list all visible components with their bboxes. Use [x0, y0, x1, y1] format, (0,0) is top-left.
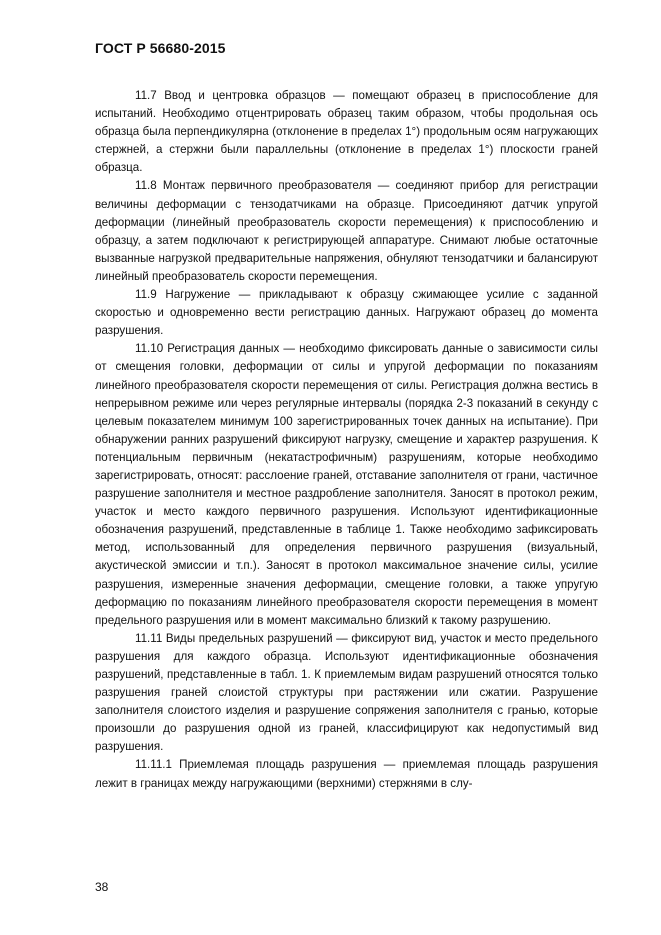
paragraph-11-11-1: 11.11.1 Приемлемая площадь разрушения — приемлемая площадь разрушения лежит в границах между нагружающими (верхними) стержнями в слу-	[95, 758, 598, 790]
standard-code-header: ГОСТ Р 56680-2015	[95, 40, 226, 56]
paragraph-11-7: 11.7 Ввод и центровка образцов — помещают образец в приспособление для испытаний. Необходимо отцентрировать образец таким образом, чтобы продольная ось образца была перпендикулярна (отклонение в пределах 1°) продольным осям нагружающих стержней, а стержни были параллельны (отклонение в пределах 1°) плоскости граней образца.	[95, 89, 598, 175]
paragraph-11-9: 11.9 Нагружение — прикладывают к образцу сжимающее усилие с заданной скоростью и одновременно вести регистрацию данных. Нагружают образец до момента разрушения.	[95, 288, 598, 338]
page-number: 38	[95, 880, 109, 894]
paragraph-11-10: 11.10 Регистрация данных — необходимо фиксировать данные о зависимости силы от смещения головки, деформации от силы и упругой деформации по показаниям линейного преобразователя скорости перемещения от силы. Регистрация должна вестись в непрерывном режиме или через регулярные интервалы (порядка 2-3 показаний в секунду с целевым показателем минимум 100 зарегистрированных точек данных на испытание). При обнаружении ранних разрушений фиксируют нагрузку, смещение и характер разрушения. К потенциальным первичным (некатастрофичным) разрушениям, которые необходимо зарегистрировать, относят: расслоение граней, отставание заполнителя от грани, частичное разрушение заполнителя и местное раздробление заполнителя. Заносят в протокол режим, участок и место каждого первичного разрушения. Используют идентификационные обозначения разрушений, представленные в таблице 1. Также необходимо зафиксировать метод, использованный для определения первичного разрушения (визуальный, акустической эмиссии и т.п.). Заносят в протокол максимальное значение силы, усилие разрушения, измеренные значения деформации, смещение головки, а также упругую деформацию по показаниям линейного преобразователя скорости перемещения в момент предельного разрушения или в момент максимально близкий к такому разрушению.	[95, 342, 598, 627]
paragraph-11-8: 11.8 Монтаж первичного преобразователя — соединяют прибор для регистрации величины деформации с тензодатчиками на образце. Присоединяют датчик упругой деформации (линейный преобразователь скорости перемещения) к приспособлению и образцу, а затем подключают к регистрирующей аппаратуре. Снимают любые остаточные вызванные нагрузкой предварительные напряжения, обнуляют тензодатчики и балансируют линейный преобразователь скорости перемещения.	[95, 179, 598, 283]
document-body	[95, 87, 598, 793]
paragraph-11-11: 11.11 Виды предельных разрушений — фиксируют вид, участок и место предельного разрушения для каждого образца. Используют идентификационные обозначения разрушений, представленные в табл. 1. К приемлемым видам разрушений относятся только разрушения граней слоистой структуры при растяжении или сжатии. Разрушение заполнителя слоистого изделия и разрушение сопряжения заполнителя с гранью, которые произошли до разрушения одной из граней, классифицируют как недопустимый вид разрушения.	[95, 631, 598, 754]
